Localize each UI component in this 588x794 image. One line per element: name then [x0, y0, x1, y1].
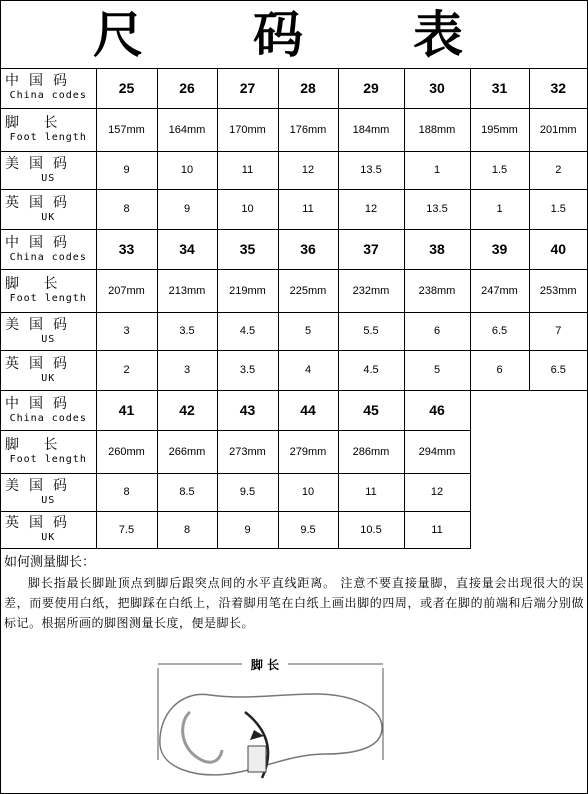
label-zh: 中国码: [5, 73, 77, 90]
us-size-cell: 5.5: [338, 312, 404, 350]
foot-length-cell: 201mm: [529, 108, 587, 151]
china-codes-cell: 29: [338, 68, 404, 108]
uk-size-cell: 7.5: [96, 511, 157, 548]
china-codes-cell: 27: [217, 68, 278, 108]
label-zh: 中国码: [5, 234, 77, 251]
china-codes-cell: 28: [278, 68, 338, 108]
pen-icon: [248, 746, 266, 772]
foot-length-cell: 238mm: [404, 269, 470, 312]
us-size-label: [1, 151, 96, 189]
china-codes-cell: 32: [529, 68, 587, 108]
us-size-cell: 4.5: [217, 312, 278, 350]
label-zh: 中国码: [5, 395, 77, 412]
china-codes-cell: 43: [217, 390, 278, 430]
title-char: 码: [253, 5, 303, 64]
label-zh: 英国码: [5, 515, 77, 531]
label-en: UK: [41, 532, 56, 543]
foot-length-label: [1, 269, 96, 312]
china-codes-cell: 25: [96, 68, 157, 108]
china-codes-row: [1, 229, 587, 269]
foot-length-cell: 232mm: [338, 269, 404, 312]
title-char: 尺: [93, 5, 143, 64]
uk-size-cell: 5: [404, 350, 470, 390]
measure-instructions: [4, 553, 584, 633]
us-size-cell: 11: [217, 151, 278, 189]
label-en: China codes: [9, 251, 87, 263]
us-size-cell: 2: [529, 151, 587, 189]
china-codes-label: [1, 68, 96, 108]
foot-length-label: [1, 430, 96, 473]
label-en: Foot length: [9, 454, 87, 465]
us-size-label: [1, 473, 96, 511]
foot-length-cell: 253mm: [529, 269, 587, 312]
china-codes-cell: 30: [404, 68, 470, 108]
uk-size-cell: 4: [278, 350, 338, 390]
foot-length-cell: 207mm: [96, 269, 157, 312]
uk-size-row: [1, 350, 587, 390]
uk-size-cell: 3: [157, 350, 217, 390]
china-codes-cell: 36: [278, 229, 338, 269]
label-en: China codes: [9, 412, 87, 424]
uk-size-label: [1, 350, 96, 390]
uk-size-cell: 3.5: [217, 350, 278, 390]
us-size-cell: 9: [96, 151, 157, 189]
page-title: [1, 1, 587, 69]
foot-length-cell: 213mm: [157, 269, 217, 312]
label-en: China codes: [9, 90, 87, 102]
label-en: UK: [41, 372, 56, 384]
uk-size-label: [1, 511, 96, 548]
uk-size-cell: 8: [157, 511, 217, 548]
us-size-cell: 10: [278, 473, 338, 511]
uk-size-cell: 10: [217, 189, 278, 229]
us-size-cell: 6.5: [470, 312, 529, 350]
china-codes-cell: 33: [96, 229, 157, 269]
empty-cell: [470, 390, 587, 548]
foot-length-cell: 164mm: [157, 108, 217, 151]
china-codes-cell: 26: [157, 68, 217, 108]
china-codes-cell: 41: [96, 390, 157, 430]
foot-length-cell: 225mm: [278, 269, 338, 312]
foot-length-cell: 286mm: [338, 430, 404, 473]
china-codes-cell: 40: [529, 229, 587, 269]
label-zh: 美国码: [5, 155, 77, 172]
diagram-label: 脚 长: [250, 658, 280, 672]
title-char: 表: [413, 5, 463, 64]
foot-length-cell: 247mm: [470, 269, 529, 312]
foot-length-cell: 188mm: [404, 108, 470, 151]
uk-size-cell: 6.5: [529, 350, 587, 390]
us-size-row: [1, 151, 587, 189]
china-codes-cell: 46: [404, 390, 470, 430]
uk-size-cell: 13.5: [404, 189, 470, 229]
china-codes-cell: 45: [338, 390, 404, 430]
us-size-cell: 13.5: [338, 151, 404, 189]
uk-size-cell: 10.5: [338, 511, 404, 548]
label-zh: 美国码: [5, 477, 77, 494]
uk-size-cell: 2: [96, 350, 157, 390]
china-codes-cell: 38: [404, 229, 470, 269]
foot-outline-diagram: [150, 650, 395, 790]
china-codes-cell: 37: [338, 229, 404, 269]
uk-size-cell: 4.5: [338, 350, 404, 390]
foot-length-cell: 273mm: [217, 430, 278, 473]
us-size-cell: 1: [404, 151, 470, 189]
foot-length-cell: 266mm: [157, 430, 217, 473]
foot-length-cell: 294mm: [404, 430, 470, 473]
pen-trace: [183, 712, 222, 762]
foot-length-row: [1, 108, 587, 151]
us-size-cell: 11: [338, 473, 404, 511]
uk-size-cell: 6: [470, 350, 529, 390]
china-codes-cell: 39: [470, 229, 529, 269]
foot-length-cell: 260mm: [96, 430, 157, 473]
foot-length-cell: 176mm: [278, 108, 338, 151]
foot-length-cell: 157mm: [96, 108, 157, 151]
label-en: US: [41, 172, 56, 184]
us-size-cell: 12: [278, 151, 338, 189]
uk-size-cell: 1.5: [529, 189, 587, 229]
label-en: US: [41, 494, 56, 506]
label-en: Foot length: [9, 293, 87, 304]
instructions-text: 脚长指最长脚趾顶点到脚后跟突点间的水平直线距离。 注意不要直接量脚，直接量会出现很大的误差，而要使用白纸，把脚踩在白纸上，沿着脚用笔在白纸上画出脚的四周，或者在脚的前端和后端分别做标记。根据所画的脚图测量长度，便是脚长。: [4, 576, 584, 630]
china-codes-cell: 31: [470, 68, 529, 108]
china-codes-cell: 34: [157, 229, 217, 269]
label-zh: 英国码: [5, 194, 77, 211]
us-size-cell: 3.5: [157, 312, 217, 350]
label-zh: 脚 长: [5, 437, 68, 453]
uk-size-cell: 11: [404, 511, 470, 548]
size-chart-table: [1, 68, 587, 549]
foot-outline: [160, 694, 382, 775]
us-size-cell: 6: [404, 312, 470, 350]
uk-size-row: [1, 189, 587, 229]
us-size-label: [1, 312, 96, 350]
uk-size-cell: 9.5: [278, 511, 338, 548]
label-zh: 脚 长: [5, 276, 68, 292]
uk-size-cell: 9: [157, 189, 217, 229]
label-en: US: [41, 333, 56, 345]
china-codes-row: [1, 390, 587, 430]
us-size-cell: 3: [96, 312, 157, 350]
instructions-heading: 如何测量脚长：: [4, 555, 96, 570]
foot-length-cell: 195mm: [470, 108, 529, 151]
us-size-cell: 10: [157, 151, 217, 189]
foot-length-cell: 279mm: [278, 430, 338, 473]
us-size-cell: 7: [529, 312, 587, 350]
label-en: UK: [41, 211, 56, 223]
us-size-cell: 12: [404, 473, 470, 511]
us-size-cell: 5: [278, 312, 338, 350]
us-size-cell: 8: [96, 473, 157, 511]
china-codes-cell: 35: [217, 229, 278, 269]
uk-size-cell: 1: [470, 189, 529, 229]
uk-size-cell: 11: [278, 189, 338, 229]
china-codes-row: [1, 68, 587, 108]
uk-size-cell: 8: [96, 189, 157, 229]
label-zh: 美国码: [5, 316, 77, 333]
china-codes-label: [1, 390, 96, 430]
foot-length-cell: 219mm: [217, 269, 278, 312]
label-en: Foot length: [9, 132, 87, 143]
china-codes-cell: 42: [157, 390, 217, 430]
us-size-cell: 9.5: [217, 473, 278, 511]
label-zh: 脚 长: [5, 115, 68, 131]
us-size-row: [1, 312, 587, 350]
uk-size-cell: 9: [217, 511, 278, 548]
foot-length-cell: 184mm: [338, 108, 404, 151]
uk-size-label: [1, 189, 96, 229]
us-size-cell: 1.5: [470, 151, 529, 189]
foot-length-label: [1, 108, 96, 151]
foot-length-cell: 170mm: [217, 108, 278, 151]
foot-length-row: [1, 269, 587, 312]
china-codes-label: [1, 229, 96, 269]
china-codes-cell: 44: [278, 390, 338, 430]
label-zh: 英国码: [5, 355, 77, 372]
uk-size-cell: 12: [338, 189, 404, 229]
us-size-cell: 8.5: [157, 473, 217, 511]
